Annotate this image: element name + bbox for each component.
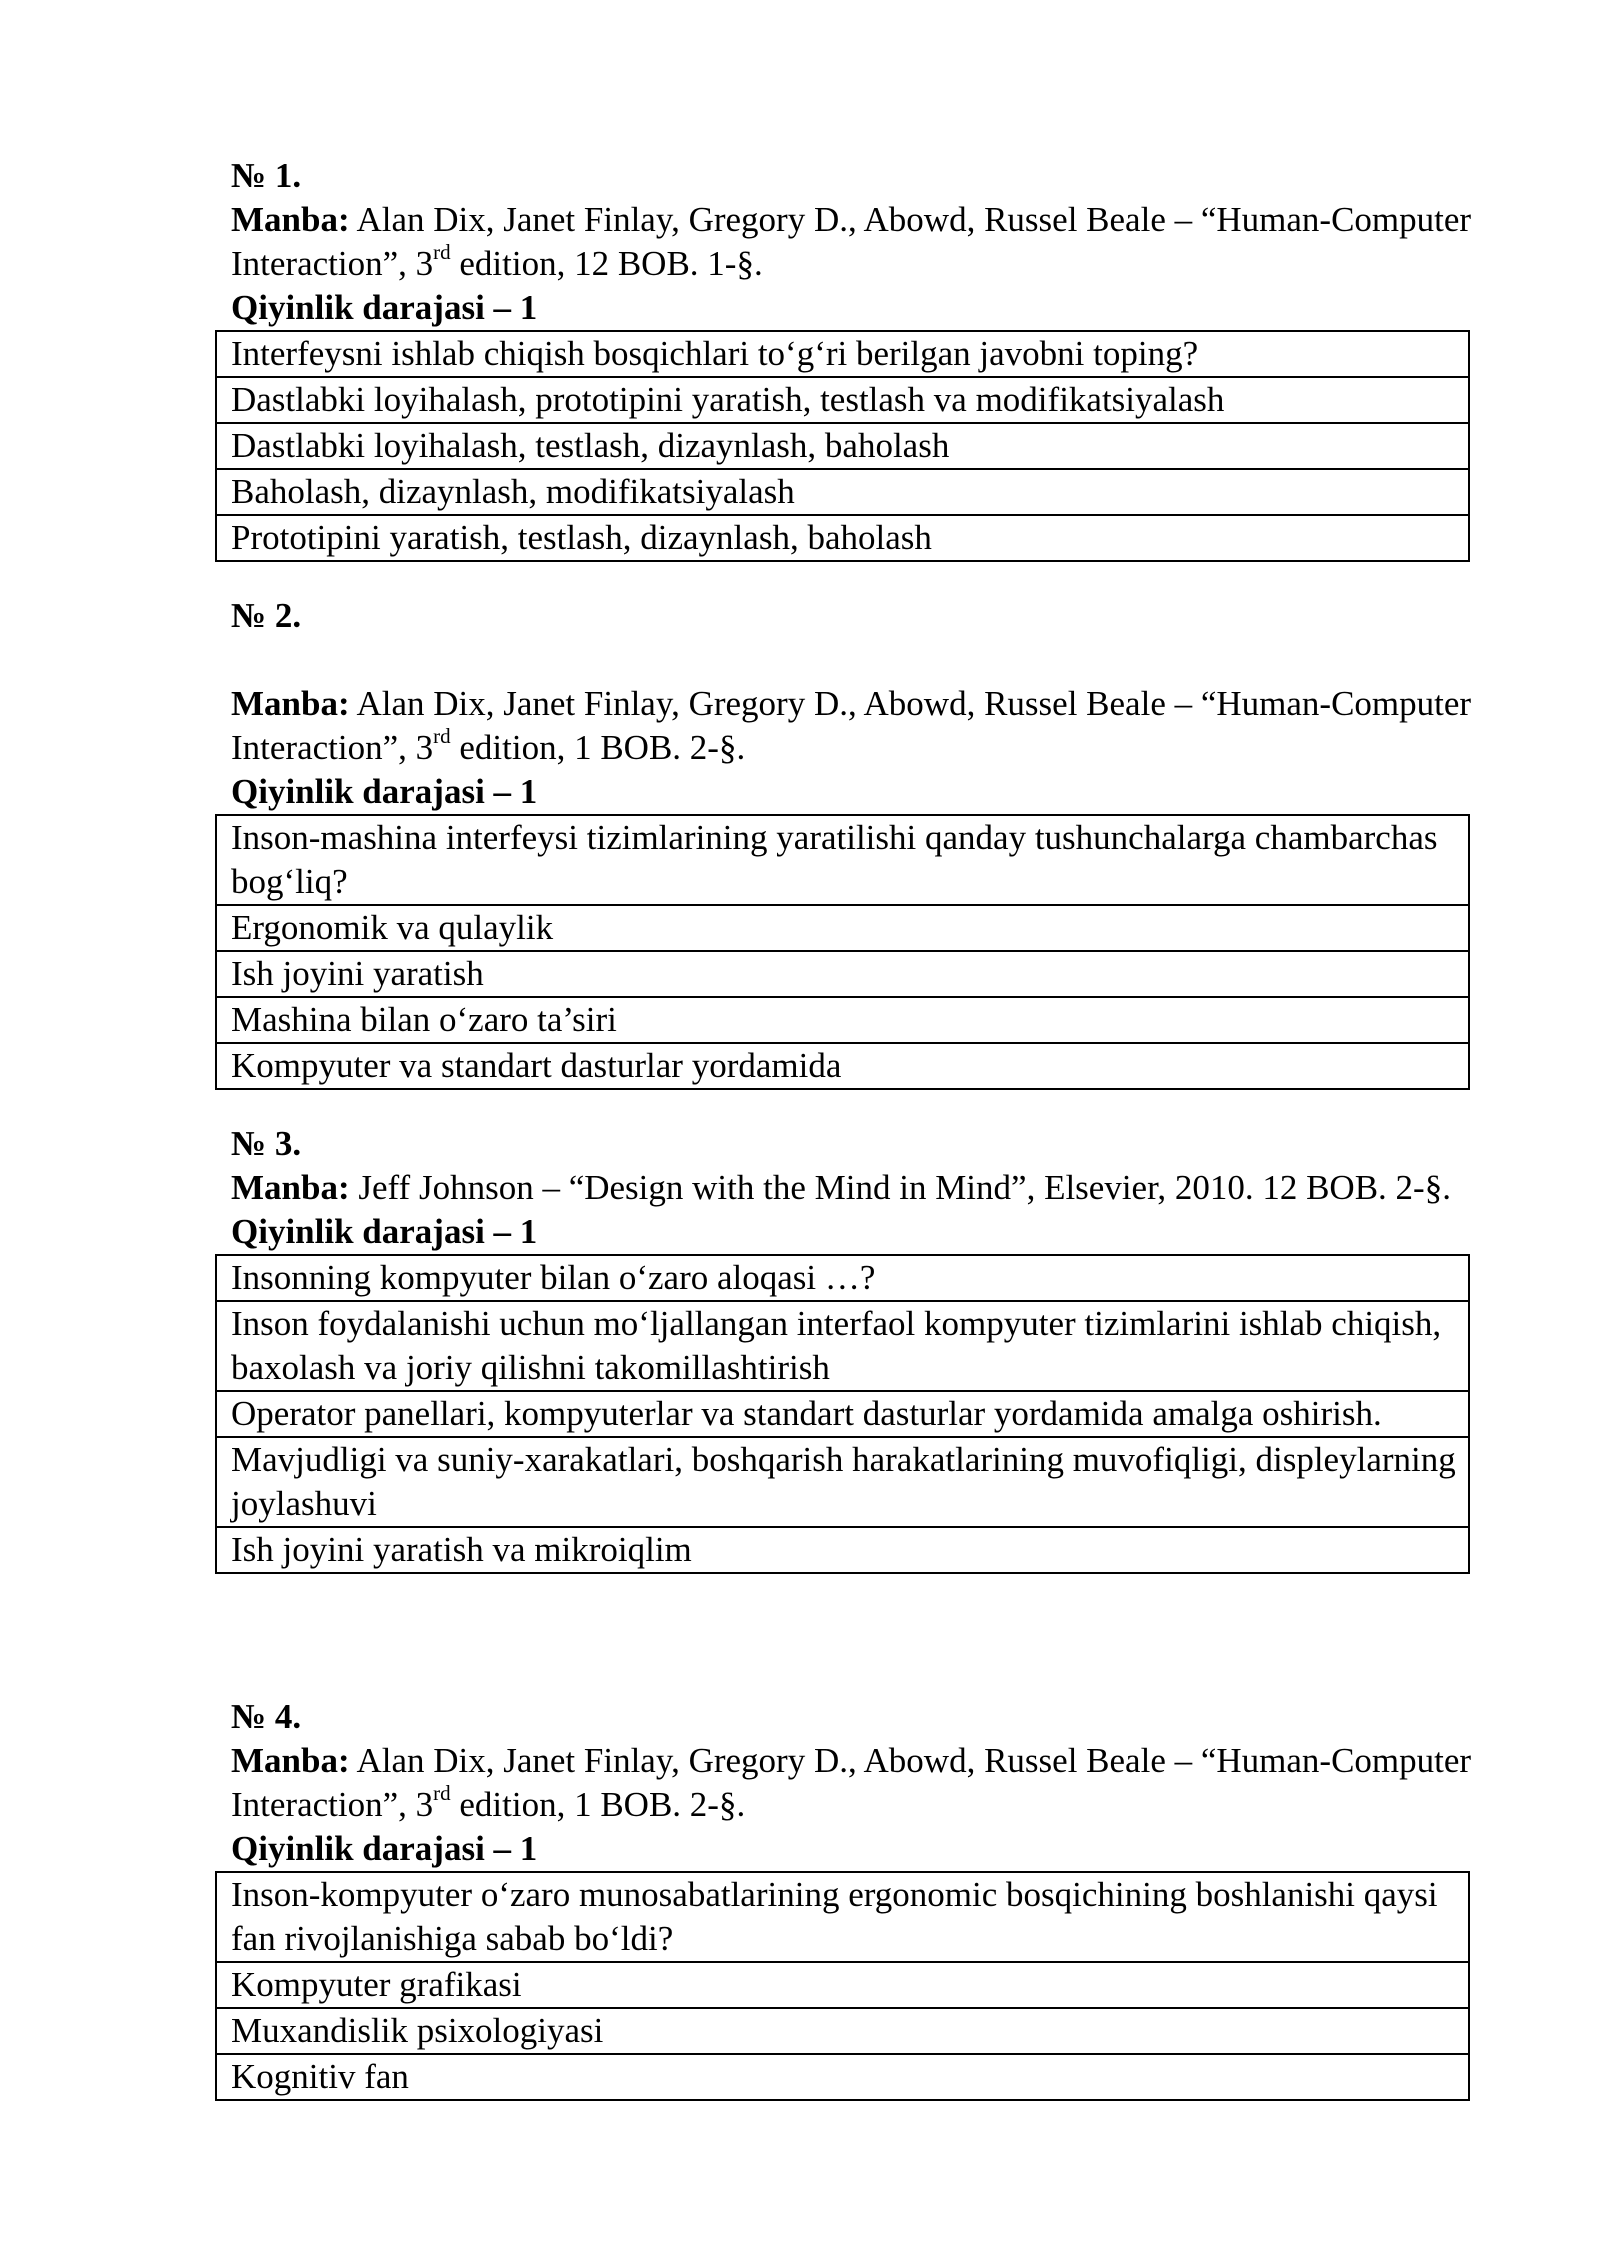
answer-option: Baholash, dizaynlash, modifikatsiyalash xyxy=(216,469,1469,515)
answer-option-row xyxy=(216,905,1469,951)
question-table xyxy=(215,1871,1470,2101)
question-text: Insonning kompyuter bilan o‘zaro aloqasi …? xyxy=(216,1255,1469,1301)
answer-option-row xyxy=(216,469,1469,515)
answer-option: Kompyuter va standart dasturlar yordamida xyxy=(216,1043,1469,1089)
answer-option-row xyxy=(216,1043,1469,1089)
answer-option: Operator panellari, kompyuterlar va standart dasturlar yordamida amalga oshirish. xyxy=(216,1391,1469,1437)
question-text: Inson-mashina interfeysi tizimlarining yaratilishi qanday tushunchalarga chambarchas bog‘liq? xyxy=(216,815,1469,905)
difficulty-level: Qiyinlik darajasi – 1 xyxy=(231,772,538,811)
source-line xyxy=(231,198,1486,286)
source-text: Alan Dix, Janet Finlay, Gregory D., Abowd, Russel Beale – “Human-Computer Interaction”, 3 xyxy=(231,200,1472,283)
answer-option-row xyxy=(216,1527,1469,1573)
source-superscript: rd xyxy=(433,240,451,265)
answer-option-row xyxy=(216,2008,1469,2054)
question-table xyxy=(215,330,1470,562)
answer-option: Ish joyini yaratish va mikroiqlim xyxy=(216,1527,1469,1573)
source-line xyxy=(231,682,1486,770)
answer-option-row xyxy=(216,377,1469,423)
question-table xyxy=(215,814,1470,1090)
answer-option: Muxandislik psixologiyasi xyxy=(216,2008,1469,2054)
source-text-end: edition, 12 BOB. 1-§. xyxy=(450,244,763,283)
source-superscript: rd xyxy=(433,724,451,749)
difficulty-level: Qiyinlik darajasi – 1 xyxy=(231,288,538,327)
question-table xyxy=(215,1254,1470,1574)
answer-option-row xyxy=(216,1962,1469,2008)
question-row xyxy=(216,815,1469,905)
answer-option: Kognitiv fan xyxy=(216,2054,1469,2100)
source-label: Manba: xyxy=(231,1168,350,1207)
source-label: Manba: xyxy=(231,200,350,239)
answer-option-row xyxy=(216,1301,1469,1391)
question-text: Inson-kompyuter o‘zaro munosabatlarining ergonomic bosqichining boshlanishi qaysi fan rivojlanishiga sabab bo‘ldi? xyxy=(216,1872,1469,1962)
source-line xyxy=(231,1739,1486,1827)
difficulty-level: Qiyinlik darajasi – 1 xyxy=(231,1212,538,1251)
source-label: Manba: xyxy=(231,684,350,723)
question-number: № 2. xyxy=(231,596,302,635)
difficulty-level: Qiyinlik darajasi – 1 xyxy=(231,1829,538,1868)
source-text-end: edition, 1 BOB. 2-§. xyxy=(450,1785,746,1824)
question-text: Interfeysni ishlab chiqish bosqichlari to‘g‘ri berilgan javobni toping? xyxy=(216,331,1469,377)
answer-option-row xyxy=(216,951,1469,997)
answer-option: Mavjudligi va suniy-xarakatlari, boshqarish harakatlarining muvofiqligi, displeylarning joylashuvi xyxy=(216,1437,1469,1527)
source-text: Alan Dix, Janet Finlay, Gregory D., Abowd, Russel Beale – “Human-Computer Interaction”, 3 xyxy=(231,1741,1472,1824)
question-number: № 1. xyxy=(231,156,302,195)
question-block-3 xyxy=(231,1122,1486,1574)
source-label: Manba: xyxy=(231,1741,350,1780)
answer-option-row xyxy=(216,1437,1469,1527)
question-block-2 xyxy=(231,594,1486,1090)
source-text-end: edition, 1 BOB. 2-§. xyxy=(450,728,746,767)
question-row xyxy=(216,331,1469,377)
answer-option-row xyxy=(216,1391,1469,1437)
answer-option-row xyxy=(216,997,1469,1043)
answer-option: Prototipini yaratish, testlash, dizaynlash, baholash xyxy=(216,515,1469,561)
answer-option-row xyxy=(216,2054,1469,2100)
question-block-1 xyxy=(231,154,1486,562)
source-superscript: rd xyxy=(433,1781,451,1806)
question-row xyxy=(216,1872,1469,1962)
answer-option-row xyxy=(216,515,1469,561)
source-text: Alan Dix, Janet Finlay, Gregory D., Abowd, Russel Beale – “Human-Computer Interaction”, 3 xyxy=(231,684,1472,767)
answer-option: Kompyuter grafikasi xyxy=(216,1962,1469,2008)
answer-option-row xyxy=(216,423,1469,469)
answer-option: Dastlabki loyihalash, testlash, dizaynlash, baholash xyxy=(216,423,1469,469)
answer-option: Ish joyini yaratish xyxy=(216,951,1469,997)
question-block-4 xyxy=(231,1695,1486,2101)
answer-option: Inson foydalanishi uchun mo‘ljallangan interfaol kompyuter tizimlarini ishlab chiqish, baxolash va joriy qilishni takomillashtirish xyxy=(216,1301,1469,1391)
source-text: Jeff Johnson – “Design with the Mind in Mind”, Elsevier, 2010. 12 BOB. 2-§. xyxy=(349,1168,1451,1207)
answer-option: Mashina bilan o‘zaro ta’siri xyxy=(216,997,1469,1043)
question-number: № 4. xyxy=(231,1697,302,1736)
answer-option: Ergonomik va qulaylik xyxy=(216,905,1469,951)
blank-line xyxy=(231,638,1486,682)
answer-option: Dastlabki loyihalash, prototipini yaratish, testlash va modifikatsiyalash xyxy=(216,377,1469,423)
question-row xyxy=(216,1255,1469,1301)
question-number: № 3. xyxy=(231,1124,302,1163)
source-line xyxy=(231,1166,1486,1210)
